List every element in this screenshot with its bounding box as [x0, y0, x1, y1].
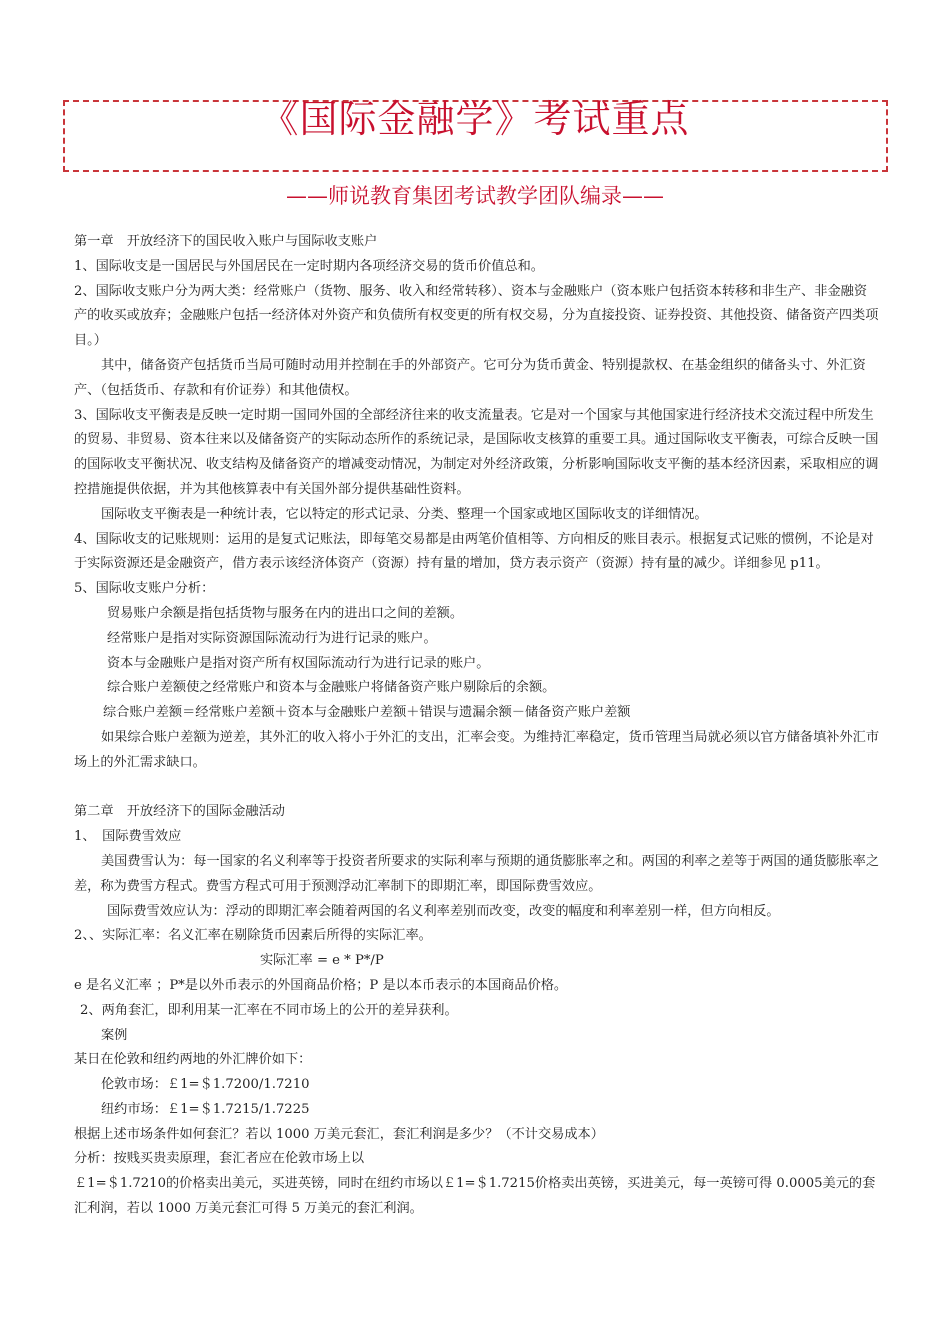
paragraph: 资本与金融账户是指对资产所有权国际流动行为进行记录的账户。	[107, 655, 490, 671]
formula-line: 综合账户差额＝经常账户差额＋资本与金融账户差额＋错误与遗漏余额－储备资产账户差额	[103, 705, 631, 721]
chapter2-heading: 第二章 开放经济下的国际金融活动	[74, 804, 285, 820]
paragraph: 2、、实际汇率：名义汇率在剔除货币因素后所得的实际汇率。	[74, 928, 432, 944]
paragraph: 3、国际收支平衡表是反映一定时期一国同外国的全部经济往来的收支流量表。它是对一个国家与其他国家进行经济技术交流过程中所发生的贸易、非贸易、资本往来以及储备资产的实际动态所作的系统记录，是国际收支核算的重要工具。通过国际收支平衡表，可综合反映一国的国际收支平衡状况、收支结构及储备资产的增减变动情况，为制定对外经济政策，分析影响国际收支平衡的基本经济因素，采取相应的调控措施提供依据，并为其他核算表中有关国外部分提供基础性资料。	[74, 407, 879, 497]
paragraph: 美国费雪认为：每一国家的名义利率等于投资者所要求的实际利率与预期的通货膨胀率之和。两国的利率之差等于两国的通货膨胀率之差，称为费雪方程式。费雪方程式可用于预测浮动汇率制下的即期汇率，即国际费雪效应。	[74, 853, 880, 894]
document-body	[74, 230, 880, 1222]
paragraph: e 是名义汇率 ；P*是以外币表示的外国商品价格；P 是以本币表示的本国商品价格。	[74, 977, 568, 993]
paragraph: 5、国际收支账户分析：	[74, 581, 215, 597]
paragraph: 综合账户差额使之经常账户和资本与金融账户将储备资产账户剔除后的余额。	[107, 680, 556, 696]
paragraph: 国际收支平衡表是一种统计表，它以特定的形式记录、分类、整理一个国家或地区国际收支的详细情况。	[101, 506, 708, 522]
paragraph: 1、国际收支是一国居民与外国居民在一定时期内各项经济交易的货币价值总和。	[74, 258, 544, 274]
paragraph: 经常账户是指对实际资源国际流动行为进行记录的账户。	[107, 630, 437, 646]
paragraph: 4、国际收支的记账规则：运用的是复式记账法，即每笔交易都是由两笔价值相等、方向相反的账目表示。根据复式记账的惯例，不论是对于实际资源还是金融资产，借方表示该经济体资产（资源）持有量的增加，贷方表示资产（资源）持有量的减少。详细参见 p11。	[74, 531, 874, 572]
paragraph: 2、两角套汇，即利用某一汇率在不同市场上的公开的差异获利。	[80, 1002, 458, 1018]
quote-line: 纽约市场：￡1=＄1.7215/1.7225	[101, 1101, 310, 1117]
quote-line: 伦敦市场：￡1=＄1.7200/1.7210	[101, 1077, 310, 1093]
paragraph: 某日在伦敦和纽约两地的外汇牌价如下：	[74, 1052, 312, 1068]
paragraph: ￡1=＄1.7210的价格卖出美元，买进英镑，同时在纽约市场以￡1=＄1.7215价格卖出英镑，买进美元，每一英镑可得 0.0005美元的套汇利润，若以 1000 万美元套汇可得 5 万美元的套汇利润。	[74, 1176, 876, 1217]
formula-line: 实际汇率 = e * P*/P	[260, 953, 384, 969]
page-title: 《国际金融学》考试重点	[260, 97, 690, 141]
paragraph: 如果综合账户差额为逆差，其外汇的收入将小于外汇的支出，汇率会变。为维持汇率稳定，货币管理当局就必须以官方储备填补外汇市场上的外汇需求缺口。	[74, 729, 880, 770]
paragraph: 贸易账户余额是指包括货物与服务在内的进出口之间的差额。	[107, 605, 464, 621]
paragraph: 2、国际收支账户分为两大类：经常账户（货物、服务、收入和经常转移）、资本与金融账户（资本账户包括资本转移和非生产、非金融资产的收买或放弃；金融账户包括一经济体对外资产和负债所有权变更的所有权交易，分为直接投资、证券投资、其他投资、储备资产四类项目。）	[74, 283, 879, 349]
paragraph: 根据上述市场条件如何套汇？若以 1000 万美元套汇，套汇利润是多少？（不计交易成本）	[74, 1126, 604, 1142]
paragraph: 国际费雪效应认为：浮动的即期汇率会随着两国的名义利率差别而改变，改变的幅度和利率差别一样，但方向相反。	[107, 903, 780, 919]
paragraph: 1、 国际费雪效应	[74, 829, 182, 845]
chapter1-heading: 第一章 开放经济下的国民收入账户与国际收支账户	[74, 234, 378, 249]
paragraph: 分析：按贱买贵卖原理，套汇者应在伦敦市场上以	[74, 1151, 365, 1167]
paragraph: 案例	[101, 1027, 128, 1043]
page-subtitle: ——师说教育集团考试教学团队编录——	[286, 184, 664, 208]
paragraph: 其中，储备资产包括货币当局可随时动用并控制在手的外部资产。它可分为货币黄金、特别提款权、在基金组织的储备头寸、外汇资产、（包括货币、存款和有价证券）和其他债权。	[74, 357, 866, 398]
